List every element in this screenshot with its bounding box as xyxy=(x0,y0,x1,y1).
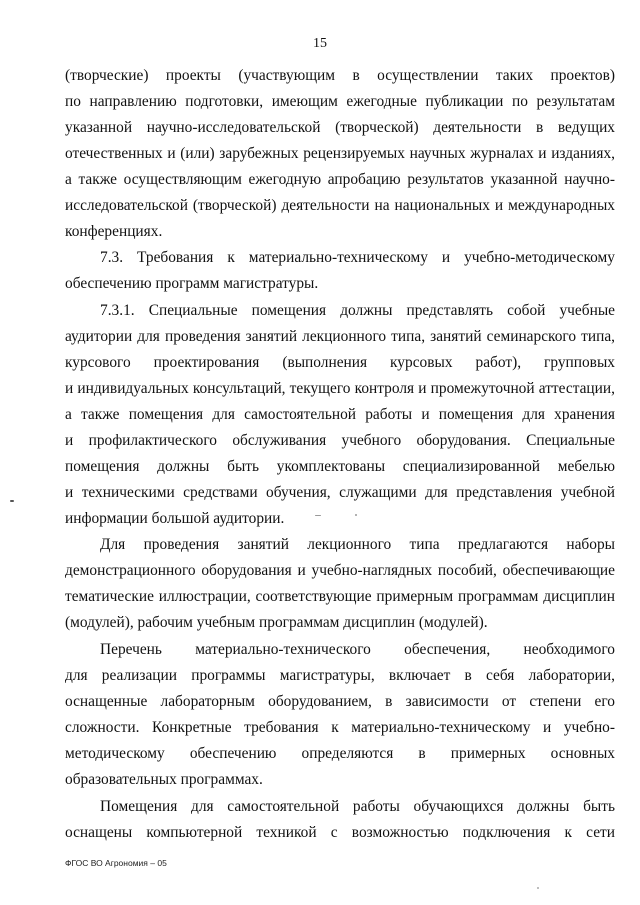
section-heading-7-3: 7.3. Требования к материально-техническому и учебно-методическому xyxy=(100,249,615,266)
text-line: отечественных и (или) зарубежных рецензируемых научных журналах и изданиях, xyxy=(65,145,615,162)
text-line: сложности. Конкретные требования к материально-техническому и учебно- xyxy=(65,719,615,736)
text-line: (модулей), рабочим учебным программам дисциплин (модулей). xyxy=(65,614,488,631)
text-line: а также помещения для самостоятельной работы и помещения для хранения xyxy=(65,406,615,423)
scan-speck xyxy=(355,514,357,516)
text-line: Перечень материально-технического обеспечения, необходимого xyxy=(100,641,615,658)
text-line: оснащены компьютерной техникой с возможностью подключения к сети xyxy=(65,824,615,841)
scan-speck xyxy=(537,887,539,889)
page-footer: ФГОС ВО Агрономия – 05 xyxy=(65,858,167,868)
text-line: методическому обеспечению определяются в примерных основных xyxy=(65,745,615,762)
text-line: обеспечению программ магистратуры. xyxy=(65,275,319,292)
text-line: информации большой аудитории. xyxy=(65,510,285,527)
text-line: и индивидуальных консультаций, текущего контроля и промежуточной аттестации, xyxy=(65,380,615,397)
text-line: по направлению подготовки, имеющим ежегодные публикации по результатам xyxy=(65,93,615,110)
text-line: конференциях. xyxy=(65,223,163,240)
text-line: Помещения для самостоятельной работы обучающихся должны быть xyxy=(100,798,615,815)
text-line: тематические иллюстрации, соответствующие примерным программам дисциплин xyxy=(65,588,615,605)
text-line: курсового проектирования (выполнения курсовых работ), групповых xyxy=(65,354,615,371)
text-line: (творческие) проекты (участвующим в осуществлении таких проектов) xyxy=(65,67,615,84)
text-line: демонстрационного оборудования и учебно-наглядных пособий, обеспечивающие xyxy=(65,562,615,579)
text-line: Для проведения занятий лекционного типа предлагаются наборы xyxy=(100,536,615,553)
section-heading-7-3-1: 7.3.1. Специальные помещения должны представлять собой учебные xyxy=(100,302,615,319)
text-line: указанной научно-исследовательской (творческой) деятельности в ведущих xyxy=(65,119,615,136)
text-line: для реализации программы магистратуры, включает в себя лаборатории, xyxy=(65,667,615,684)
text-line: образовательных программах. xyxy=(65,771,263,788)
text-line: помещения должны быть укомплектованы специализированной мебелью xyxy=(65,458,615,475)
page-number: 15 xyxy=(313,36,327,51)
text-line: оснащенные лабораторным оборудованием, в зависимости от степени его xyxy=(65,693,615,710)
text-line: и техническими средствами обучения, служащими для представления учебной xyxy=(65,484,615,501)
scan-speck xyxy=(10,500,14,502)
scan-speck xyxy=(315,515,321,516)
text-line: а также осуществляющим ежегодную апробацию результатов указанной научно- xyxy=(65,171,615,188)
text-line: и профилактического обслуживания учебного оборудования. Специальные xyxy=(65,432,615,449)
text-line: аудитории для проведения занятий лекционного типа, занятий семинарского типа, xyxy=(65,328,615,345)
text-line: исследовательской (творческой) деятельности на национальных и международных xyxy=(65,197,615,214)
